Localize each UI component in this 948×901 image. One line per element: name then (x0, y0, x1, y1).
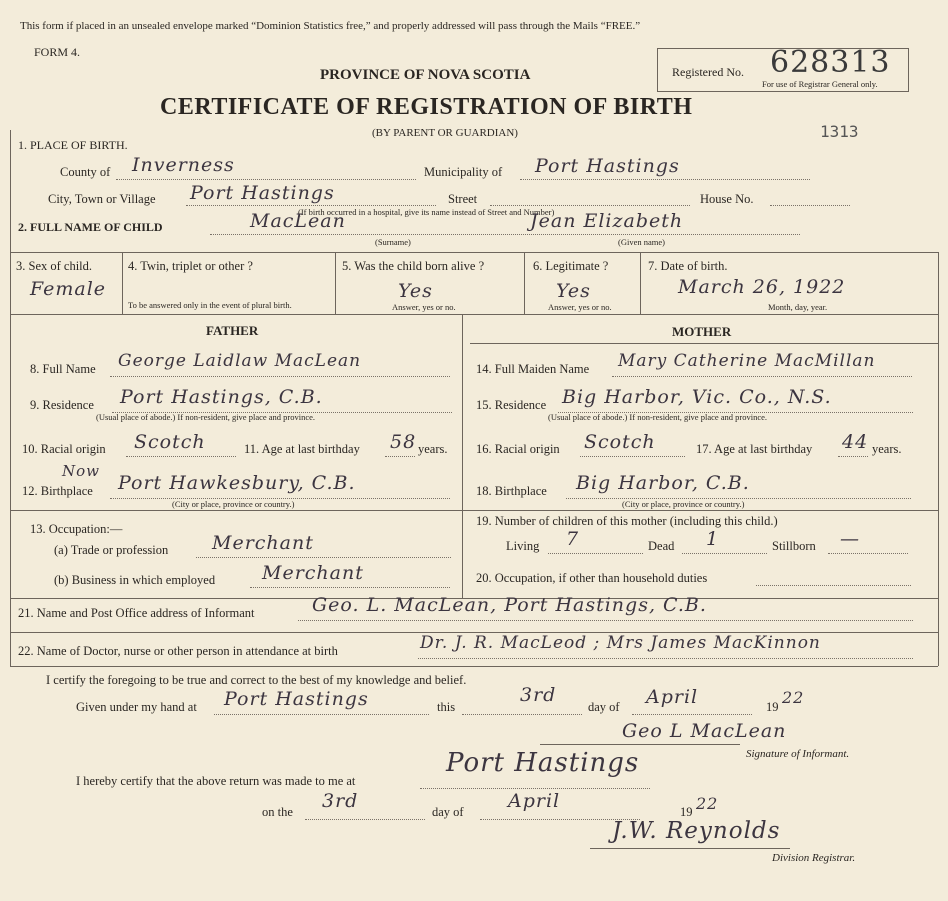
informant-signature-label: Signature of Informant. (746, 748, 850, 760)
father-race: Scotch (134, 431, 206, 453)
registration-stamp: 1313 (820, 122, 859, 141)
mother-name-label: 14. Full Maiden Name (476, 362, 590, 376)
father-name-label: 8. Full Name (30, 362, 96, 376)
father-birthplace-label: 12. Birthplace (22, 484, 93, 498)
registrar-signature-label: Division Registrar. (772, 852, 856, 864)
mother-residence-note: (Usual place of abode.) If non-resident, give place and province. (548, 412, 768, 422)
registrar-year-prefix: 19 (680, 805, 693, 819)
registrar-year: 22 (696, 794, 719, 813)
father-name: George Laidlaw MacLean (118, 351, 362, 371)
attendant-label: 22. Name of Doctor, nurse or other person in attendance at birth (18, 644, 338, 658)
father-birthplace-prefix: Now (62, 462, 100, 480)
county-label: County of (60, 165, 111, 179)
mother-residence-label: 15. Residence (476, 398, 547, 412)
form-number: FORM 4. (34, 45, 81, 59)
street-note: (If birth occurred in a hospital, give its name instead of Street and Number) (298, 207, 555, 217)
mother-birthplace: Big Harbor, C.B. (576, 472, 750, 494)
registrar-signature: J.W. Reynolds (612, 818, 781, 844)
father-years: years. (418, 442, 448, 456)
child-name-label: 2. FULL NAME OF CHILD (18, 220, 163, 234)
postal-notice: This form if placed in an unsealed envelope marked “Dominion Statistics free,” and properly addressed will pass through the Mails “FREE.” (20, 20, 641, 32)
mother-name: Mary Catherine MacMillan (618, 351, 876, 371)
sex-value: Female (30, 278, 107, 300)
mother-residence: Big Harbor, Vic. Co., N.S. (562, 386, 832, 408)
registered-number: 628313 (770, 45, 891, 80)
dead-label: Dead (648, 539, 675, 553)
registered-label: Registered No. (672, 65, 744, 79)
living-count: 7 (566, 528, 580, 550)
province-heading: PROVINCE OF NOVA SCOTIA (320, 67, 531, 83)
plural-birth-note: To be answered only in the event of plural birth. (128, 300, 292, 310)
father-residence-label: 9. Residence (30, 398, 94, 412)
business-value: Merchant (262, 562, 364, 584)
business-label: (b) Business in which employed (54, 573, 216, 587)
registrar-on-label: on the (262, 805, 293, 819)
registered-note: For use of Registrar General only. (762, 79, 878, 89)
cert-day-of-label: day of (588, 700, 620, 714)
child-surname: MacLean (250, 210, 346, 232)
mother-years: years. (872, 442, 902, 456)
born-alive-label: 5. Was the child born alive ? (342, 259, 485, 273)
registrar-certify-text: I hereby certify that the above return was made to me at (76, 774, 356, 788)
mother-age: 44 (842, 431, 869, 453)
trade-value: Merchant (212, 532, 314, 554)
dead-count: 1 (706, 528, 720, 550)
house-label: House No. (700, 192, 754, 206)
child-given-name: Jean Elizabeth (530, 210, 684, 232)
stillborn-count: — (840, 528, 860, 550)
registrar-place: Port Hastings (446, 748, 640, 778)
registrar-day: 3rd (322, 790, 359, 812)
father-heading: FATHER (206, 323, 259, 338)
sex-label: 3. Sex of child. (16, 259, 93, 273)
page-title: CERTIFICATE OF REGISTRATION OF BIRTH (160, 94, 693, 120)
municipality-value: Port Hastings (535, 155, 680, 177)
other-occupation-label: 20. Occupation, if other than household duties (476, 571, 708, 585)
street-label: Street (448, 192, 478, 206)
informant-value: Geo. L. MacLean, Port Hastings, C.B. (312, 594, 707, 616)
city-label: City, Town or Village (48, 192, 156, 206)
stillborn-label: Stillborn (772, 539, 816, 553)
father-birthplace-note: (City or place, province or country.) (172, 499, 295, 509)
mother-age-label: 17. Age at last birthday (696, 442, 813, 456)
cert-day: 3rd (520, 684, 557, 706)
informant-signature: Geo L MacLean (622, 720, 787, 742)
father-race-label: 10. Racial origin (22, 442, 106, 456)
children-label: 19. Number of children of this mother (including this child.) (476, 514, 778, 528)
surname-note: (Surname) (375, 237, 411, 247)
attendant-value: Dr. J. R. MacLeod ; Mrs James MacKinnon (420, 633, 821, 653)
plural-birth-label: 4. Twin, triplet or other ? (128, 259, 253, 273)
informant-label: 21. Name and Post Office address of Informant (18, 606, 255, 620)
mother-race-label: 16. Racial origin (476, 442, 560, 456)
cert-year-prefix: 19 (766, 700, 779, 714)
certify-text: I certify the foregoing to be true and correct to the best of my knowledge and belief. (46, 673, 467, 687)
county-value: Inverness (132, 154, 235, 176)
legitimate-label: 6. Legitimate ? (533, 259, 609, 273)
mother-heading: MOTHER (672, 324, 732, 339)
cert-year: 22 (782, 688, 805, 707)
subtitle: (BY PARENT OR GUARDIAN) (372, 127, 518, 139)
father-birthplace: Port Hawkesbury, C.B. (118, 472, 356, 494)
father-residence: Port Hastings, C.B. (120, 386, 323, 408)
legitimate-value: Yes (556, 280, 591, 302)
mother-birthplace-note: (City or place, province or country.) (622, 499, 745, 509)
city-value: Port Hastings (190, 182, 335, 204)
birth-date-note: Month, day, year. (768, 302, 828, 312)
mother-race: Scotch (584, 431, 656, 453)
legitimate-note: Answer, yes or no. (548, 302, 612, 312)
father-age-label: 11. Age at last birthday (244, 442, 360, 456)
father-age: 58 (390, 431, 417, 453)
birth-date-value: March 26, 1922 (678, 276, 846, 298)
cert-place: Port Hastings (224, 688, 369, 710)
municipality-label: Municipality of (424, 165, 503, 179)
given-name-note: (Given name) (618, 237, 665, 247)
occupation-label: 13. Occupation:— (30, 522, 123, 536)
born-alive-note: Answer, yes or no. (392, 302, 456, 312)
place-of-birth-label: 1. PLACE OF BIRTH. (18, 138, 128, 152)
cert-this-label: this (437, 700, 456, 714)
registrar-month: April (508, 790, 561, 812)
born-alive-value: Yes (398, 280, 433, 302)
living-label: Living (506, 539, 540, 553)
trade-label: (a) Trade or profession (54, 543, 169, 557)
registrar-day-of-label: day of (432, 805, 464, 819)
father-residence-note: (Usual place of abode.) If non-resident, give place and province. (96, 412, 316, 422)
cert-month: April (646, 686, 699, 708)
birth-date-label: 7. Date of birth. (648, 259, 728, 273)
mother-birthplace-label: 18. Birthplace (476, 484, 547, 498)
registered-box (657, 45, 909, 92)
given-under-label: Given under my hand at (76, 700, 197, 714)
